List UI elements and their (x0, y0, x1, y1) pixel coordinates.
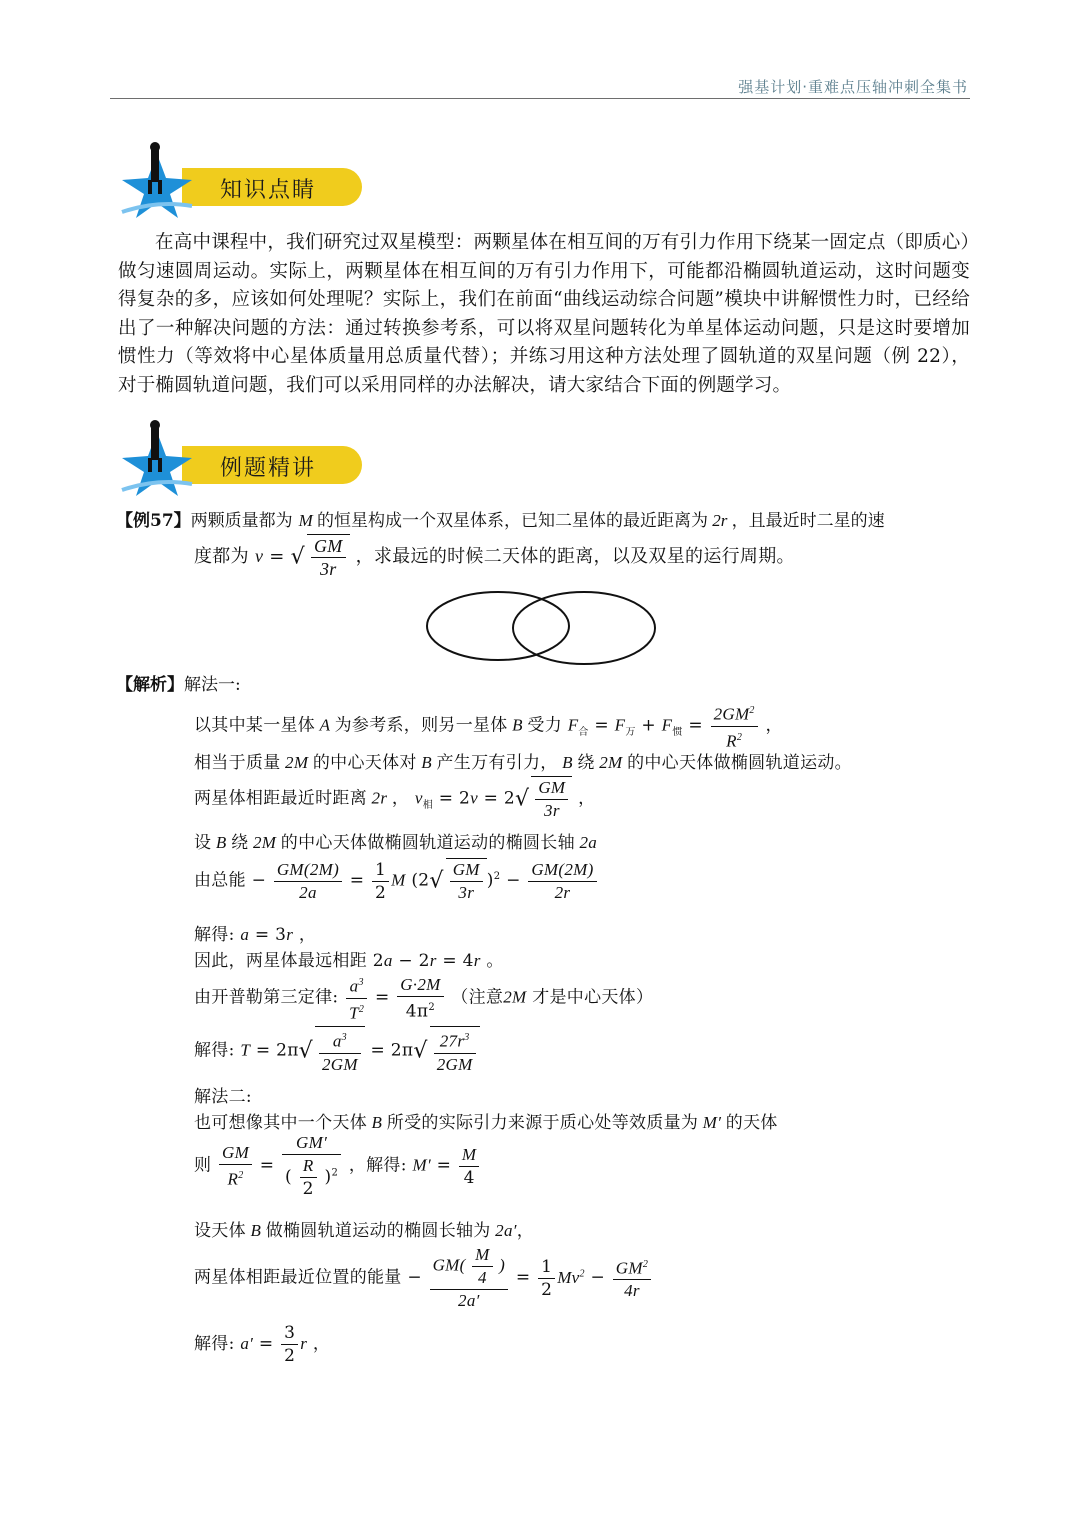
example-tag: 【例57】 (116, 511, 191, 531)
section-banner-examples (112, 420, 382, 498)
solution-step-5: 由总能 − $\frac{GM(2M)}{2a}$ = $\frac{1}{2}$ M (2√ $\frac{GM}{3r}$ )$^2$ − $\frac{GM(2M)}{2r}$ (194, 858, 599, 904)
solution-step-14: 解得: a′ = $\frac{3}{2}$ r ， (194, 1323, 331, 1366)
solution-step-3: 两星体相距最近时距离 2r ， $v_相 = 2v = 2√$ $\frac{GM}{3r}$ ， (194, 778, 596, 820)
solution-step-6: 解得: a = 3r ， (194, 925, 317, 945)
solution-step-8: 由开普勒第三定律: $\frac{a^3}{T^2}$ = $\frac{G\cdot 2M}{4\pi^2}$ （注意2M 才是中心天体） (194, 972, 653, 1024)
solution-step-10: 也可想像其中一个天体 B 所受的实际引力来源于质心处等效质量为 M′ 的天体 (194, 1113, 778, 1133)
double-ellipse-figure (420, 588, 660, 668)
section-banner-knowledge (112, 142, 382, 220)
solution-header: 【解析】解法一: (116, 675, 241, 695)
example-statement-line1: 【例57】两颗质量都为 M 的恒星构成一个双星体系，已知二星体的最近距离为 2r ，且最近时二星的速 (116, 511, 885, 531)
method-2-title: 解法二: (194, 1087, 252, 1107)
solution-step-9: 解得: T = 2π√ $\frac{a^3}{2GM}$ = 2π√ $\frac{27r^3}{2GM}$ (194, 1026, 480, 1076)
solution-step-11: 则 $\frac{GM}{R^2}$ = GM′ ( $\frac{R}{2}$ )$^2$ ，解得: M′ = $\frac{M}{4}$ (194, 1132, 481, 1200)
solution-step-7: 因此，两星体最远相距 2a − 2r = 4r 。 (194, 951, 504, 971)
solution-step-4: 设 B 绕 2M 的中心天体做椭圆轨道运动的椭圆长轴 2a (194, 833, 598, 853)
solution-step-12: 设天体 B 做椭圆轨道运动的椭圆长轴为 2a′， (194, 1221, 535, 1241)
running-header: 强基计划·重难点压轴冲刺全集书 (738, 78, 968, 96)
star-runner-icon (112, 420, 222, 498)
header-rule (110, 98, 970, 99)
section-title: 例题精讲 (220, 456, 317, 481)
example-statement-line2: 度都为 v = √ $\frac{GM}{3r}$ ，求最远的时候二天体的距离，以及双星的运行周期。 (194, 536, 795, 579)
intro-paragraph: 在高中课程中，我们研究过双星模型：两颗星体在相互间的万有引力作用下绕某一固定点（即质心）做匀速圆周运动。实际上，两颗星体在相互间的万有引力作用下，可能都沿椭圆轨道运动，这时问题变得复杂的多，应该如何处理呢？实际上，我们在前面“曲线运动综合问题”模块中讲解惯性力时，已经给出了一种解决问题的方法：通过转换参考系，可以将双星问题转化为单星体运动问题，只是这时要增加惯性力（等效将中心星体质量用总质量代替）；并练习用这种方法处理了圆轨道的双星问题（例 22），对于椭圆轨道问题，我们可以采用同样的办法解决，请大家结合下面的例题学习。 (118, 232, 970, 396)
solution-step-13: 两星体相距最近位置的能量 − GM( $\frac{M}{4}$ ) 2a′ = $\frac{1}{2}$ $Mv^2$ − $\frac{GM^2}{4r}$ (194, 1244, 653, 1312)
solution-step-1: 以其中某一星体 A 为参考系，则另一星体 B 受力 $F_合 = F_万 + F_惯$ = $\frac{2GM^2}{R^2}$ ， (194, 700, 783, 752)
solution-tag: 【解析】 (116, 675, 184, 695)
section-title: 知识点睛 (220, 178, 317, 203)
solution-step-2: 相当于质量 2M 的中心天体对 B 产生万有引力， B 绕 2M 的中心天体做椭圆轨道运动。 (194, 753, 852, 773)
star-runner-icon (112, 142, 222, 220)
